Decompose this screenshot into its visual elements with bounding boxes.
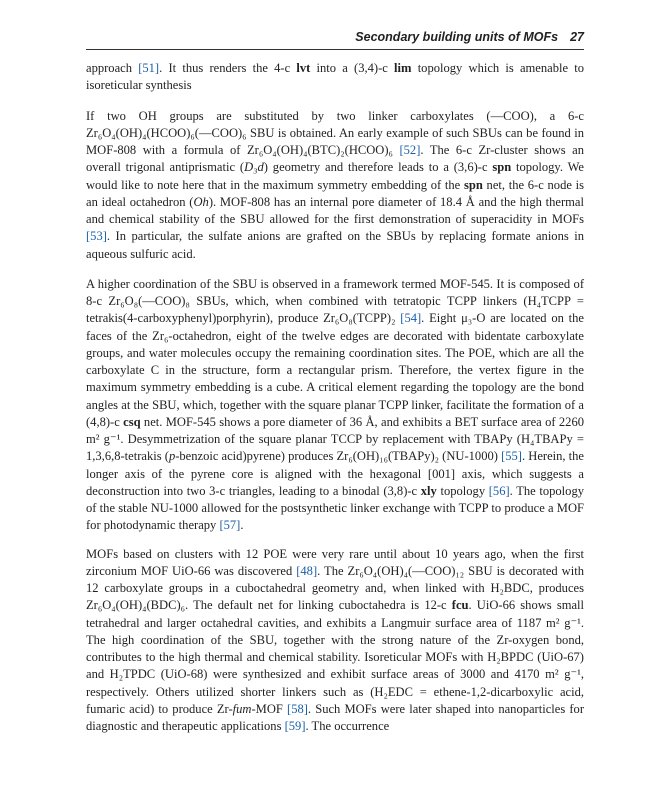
formula-h2bdc: H₂BDC (490, 581, 530, 595)
formula-h2bpdc: H₂BPDC (487, 650, 534, 664)
topology-spn: spn (492, 160, 512, 175)
paragraph-1: approach [51]. It thus renders the 4-c lvt into a (3,4)-c lim topology which is amenable to isoreticular synthesis (86, 61, 585, 93)
citation-58[interactable]: [58] (287, 701, 308, 716)
citation-59[interactable]: [59] (284, 719, 306, 733)
formula-zr-cluster-8c: Zr₆O₈(—COO)₈ (108, 294, 190, 308)
paragraph-2: If two OH groups are substituted by two linker carboxylates (—COO), a 6-c Zr₆O₄(OH)₄(HCOO)₆(—COO)₆ SBU is obtained. An early example of such SBUs can be found in MOF-808 with a formula of Zr₆O₄(OH)₄(BTC)₂(HCOO)₆ [52]. The 6-c Zr-cluster shows an overall trigonal antiprismatic (D₃d) geometry and therefore leads to a (3,6)-c spn topology. We would like to note here that in the maximum symmetry embedding of the spn net, the 6-c node is an ideal octahedron (Oh). MOF-808 has an internal pore diameter of 18.4 Å and the high thermal and chemical stability of the SBU allowed for the first demonstration of superacidity in MOFs [53]. In particular, the sulfate anions are grafted on the SBUs by replacing formate anions in aqueous sulfuric acid. (86, 108, 585, 261)
topology-fcu: fcu (451, 598, 469, 613)
formula-h4tbapy: H₄TBAPy (520, 432, 573, 446)
citation-57[interactable]: [57] (219, 518, 241, 533)
symmetry-d3d: D₃d (244, 160, 264, 175)
formula-zr-cluster-6c: Zr₆O₄(OH)₄(HCOO)₆(—COO)₆ (86, 125, 247, 140)
citation-56[interactable]: [56] (488, 483, 510, 498)
topology-spn-2: spn (463, 177, 483, 192)
citation-51[interactable]: [51] (138, 61, 160, 75)
running-header (86, 30, 584, 44)
paragraph-4: MOFs based on clusters with 12 POE were very rare until about 10 years ago, when the first zirconium MOF UiO-66 was discovered [48]. The Zr₆O₄(OH)₄(—COO)₁₂ SBU is decorated with 12 carboxylate groups in a cuboctahedral geometry and, when linked with H₂BDC, produces Zr₆O₄(OH)₄(BDC)₆. The default net for linking cuboctahedra is 12-c fcu. UiO-66 shows small tetrahedral and larger octahedral cavities, and exhibits a Langmuir surface area of 1187 m² g⁻¹. The high coordination of the SBU, together with the strong nature of the Zr-oxygen bond, contributes to the high thermal and chemical stability. Isoreticular MOFs with H₂BPDC (UiO-67) and H₂TPDC (UiO-68) were synthesized and exhibit surface areas of 3000 and 4170 m² g⁻¹, respectively. Others utilized shorter linkers such as (H₂EDC = ethene-1,2-dicarboxylic acid, fumaric acid) to produce Zr-fum-MOF [58]. Such MOFs were later shaped into nanoparticles for diagnostic and therapeutic applications [59]. The occurrence (86, 546, 585, 733)
formula-uio-66: Zr₆O₄(OH)₄(BDC)₆ (86, 598, 186, 613)
topology-lvt: lvt (296, 61, 311, 75)
citation-48[interactable]: [48] (296, 563, 318, 578)
topology-csq: csq (123, 414, 141, 429)
paragraph-3: A higher coordination of the SBU is observed in a framework termed MOF-545. It is composed of 8-c Zr₆O₈(—COO)₈ SBUs, which, when combined with tetratopic TCPP linkers (H₄TCPP = tetrakis(4-carboxyphenyl)porphyrin), produce Zr₆O₈(TCPP)₂ [54]. Eight μ₃-O are located on the faces of the Zr₆-octahedron, eight of the twelve edges are decorated with bidentate carboxylate groups, and water molecules occupy the remaining coordination sites. The POE, which are all the carboxylate C in the structure, form a rectangular prism. Therefore, the vertex figure in the maximum symmetry embedding is a cube. A critical element regarding the topology are the bond angles at the SBU, which, together with the square planar TCPP linker, facilitate the formation of a (4,8)-c csq net. MOF-545 shows a pore diameter of 36 Å, and exhibits a BET surface area of 2260 m² g⁻¹. Desymmetrization of the square planar TCCP by replacement with TBAPy (H₄TBAPy = 1,3,6,8-tetrakis (p-benzoic acid)pyrene) produces Zr₆(OH)₁₆(TBAPy)₂ (NU-1000) [55]. Herein, the longer axis of the pyrene core is aligned with the hexagonal [001] axis, which suggests a deconstruction into two 3-c triangles, leading to a binodal (3,8)-c xly topology [56]. The topology of the stable NU-1000 allowed for the postsynthetic linker exchange with TCPP to produce a MOF for photodynamic therapy [57]. (86, 276, 584, 533)
formula-h2edc: H₂EDC (374, 684, 413, 699)
symmetry-oh: Oh (193, 194, 209, 209)
formula-mof-545: Zr₆O₈(TCPP)₂ (323, 311, 396, 326)
formula-zr-cluster-12c: Zr₆O₄(OH)₄(—COO)₁₂ (347, 563, 465, 578)
running-header-title: Secondary building units of MOFs (355, 30, 559, 44)
formula-h4tcpp: H₄TCPP (527, 294, 571, 308)
citation-53[interactable]: [53] (86, 229, 107, 244)
formula-nu-1000: Zr₆(OH)₁₆(TBAPy)₂ (336, 449, 440, 464)
citation-52[interactable]: [52] (399, 143, 421, 157)
citation-54[interactable]: [54] (400, 311, 422, 326)
formula-h2tpdc: H₂TPDC (109, 667, 156, 682)
page-number: 27 (570, 30, 584, 44)
fum-italic: fum (232, 701, 252, 716)
header-rule (86, 49, 584, 50)
citation-55[interactable]: [55] (501, 449, 522, 464)
topology-lim: lim (394, 61, 412, 75)
para-prefix: p (168, 449, 176, 464)
topology-xly: xly (420, 483, 437, 498)
formula-mof-808: Zr₆O₄(OH)₄(BTC)₂(HCOO)₆ (247, 143, 393, 157)
main-text (86, 60, 584, 745)
